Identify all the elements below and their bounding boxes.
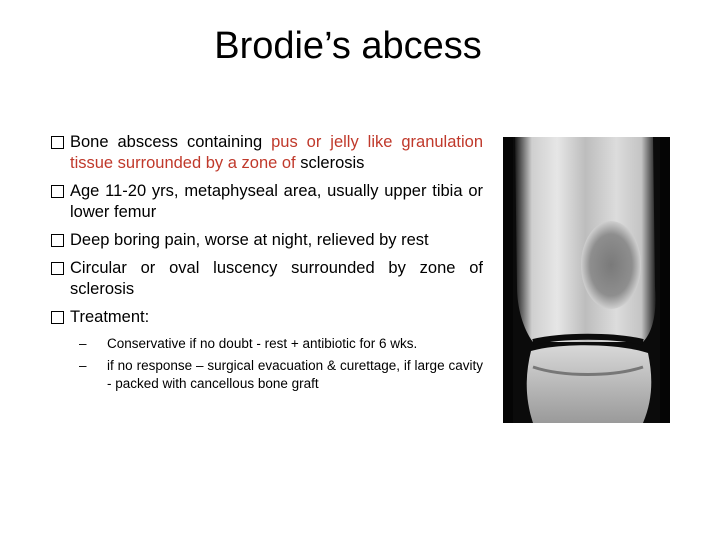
sub-bullet-marker: – (79, 358, 87, 373)
sub-bullet-item (50, 335, 483, 353)
sub-bullet-marker: – (79, 336, 87, 351)
bullet-text: Age 11-20 yrs, metaphyseal area, usually upper tibia or lower femur (70, 182, 483, 221)
bullet-text: Treatment: (70, 308, 150, 326)
sub-bullet-text: Conservative if no doubt - rest + antibiotic for 6 wks. (107, 336, 418, 351)
bullet-item (50, 258, 483, 300)
bullet-text: Circular or oval luscency surrounded by zone of sclerosis (70, 259, 483, 298)
highlighted-text: pus or jelly like granulation tissue surrounded by a zone of (70, 133, 483, 172)
bullet-item (50, 132, 483, 174)
bullet-text: Bone abscess containing (70, 133, 272, 151)
bullet-item (50, 307, 483, 328)
sub-bullet-text: if no response – surgical evacuation & curettage, if large cavity - packed with cancellous bone graft (107, 358, 483, 391)
bullet-list (50, 132, 483, 393)
xray-image (503, 137, 670, 423)
bullet-box-icon (51, 234, 64, 247)
bullet-item (50, 181, 483, 223)
bullet-text: Deep boring pain, worse at night, relieved by rest (70, 231, 429, 249)
bullet-box-icon (51, 136, 64, 149)
bullet-text: sclerosis (295, 154, 365, 172)
bullet-box-icon (51, 262, 64, 275)
bullet-box-icon (51, 311, 64, 324)
sub-bullet-item (50, 357, 483, 393)
bullet-box-icon (51, 185, 64, 198)
bullet-item (50, 230, 483, 251)
xray-icon (503, 137, 670, 423)
slide-title: Brodie’s abcess (214, 25, 482, 67)
